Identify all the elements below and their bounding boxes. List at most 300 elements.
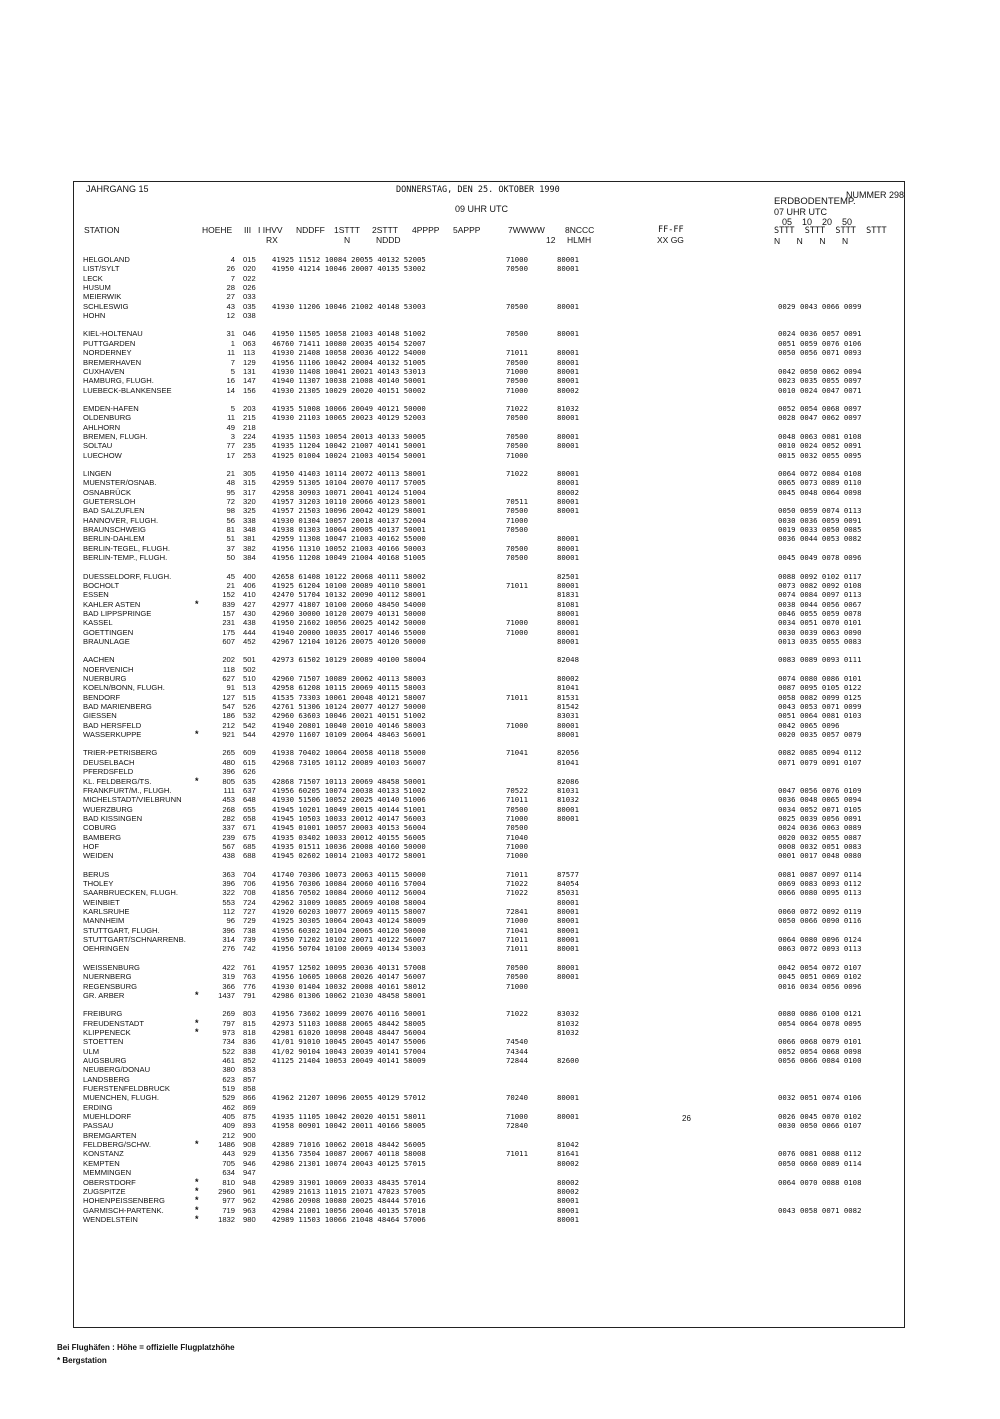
mountain-station-marker: *: [195, 1195, 199, 1206]
soil-temperatures: 0050 0059 0074 0113: [778, 506, 862, 516]
station-height: 443: [222, 1149, 235, 1159]
issue-number: NUMMER 298: [846, 190, 905, 200]
station-height: 16: [226, 376, 235, 386]
station-name: GARMISCH-PARTENK.: [83, 1205, 164, 1215]
soil-temperatures: 0047 0056 0076 0109: [778, 785, 862, 795]
station-name: GOETTINGEN: [83, 627, 134, 637]
station-name: BOCHOLT: [83, 580, 120, 590]
station-name: ESSEN: [83, 590, 109, 600]
station-name: LINGEN: [83, 469, 112, 478]
station-name: FREUDENSTADT: [83, 1018, 145, 1028]
soil-temperatures: 0019 0033 0050 0085: [778, 525, 862, 535]
station-index: 929: [243, 1149, 256, 1159]
station-name: STUTTGART/SCHNARRENB.: [83, 935, 186, 945]
soil-temperatures: 0032 0051 0074 0106: [778, 1093, 862, 1103]
station-index: 803: [243, 1009, 256, 1019]
station-height: 11: [227, 348, 235, 358]
station-index: 406: [243, 580, 256, 590]
synop-groups: 42658 61408 10122 20068 40111 58002: [272, 571, 426, 581]
station-index: 501: [243, 655, 256, 665]
weather-group: 72844: [506, 1055, 528, 1065]
synop-groups: 41925 30305 10064 20043 40124 58009: [272, 916, 426, 926]
synop-groups: 41535 73303 10061 20048 40121 58007: [272, 692, 426, 702]
station-index: 131: [243, 366, 256, 376]
soil-temperatures: 0051 0064 0081 0103: [778, 711, 862, 721]
synop-groups: 42989 11503 10066 21048 48464 57006: [272, 1214, 426, 1224]
weather-group: 70500: [506, 804, 528, 814]
station-name: BAMBERG: [83, 832, 121, 842]
station-index: 729: [243, 916, 256, 926]
station-height: 51: [226, 534, 235, 544]
station-name: FREIBURG: [83, 1009, 123, 1019]
station-index: 532: [243, 711, 256, 721]
station-index: 688: [243, 851, 256, 861]
station-name: BREMERHAVEN: [83, 357, 142, 367]
station-name: HELGOLAND: [83, 255, 130, 264]
station-height: 519: [222, 1084, 235, 1093]
station-index: 038: [243, 311, 256, 321]
cloud-group: 81032: [557, 795, 579, 805]
weather-group: 71011: [506, 692, 528, 702]
margin-note: 26: [682, 1114, 691, 1123]
col-nc: 8NCCC: [565, 225, 595, 235]
station-height: 810: [222, 1177, 235, 1187]
cloud-group: 80002: [557, 487, 579, 497]
station-height: 186: [222, 711, 235, 721]
station-name: AHLHORN: [83, 422, 121, 432]
station-index: 046: [243, 329, 256, 339]
station-name: LIST/SYLT: [83, 264, 120, 274]
station-name: OLDENBURG: [83, 413, 132, 423]
mountain-station-marker: *: [195, 1204, 199, 1215]
mountain-station-marker: *: [195, 1185, 199, 1196]
synop-groups: 41935 11105 10042 20020 40151 58011: [272, 1112, 426, 1122]
station-index: 962: [243, 1196, 256, 1206]
station-index: 438: [243, 618, 256, 628]
station-name: PFERDSFELD: [83, 767, 134, 777]
cloud-group: 80002: [557, 674, 579, 683]
cloud-group: 80001: [557, 301, 579, 311]
synop-groups: 42967 12104 10126 20075 40120 50000: [272, 636, 426, 646]
station-height: 265: [222, 748, 235, 758]
station-name: NEUBERG/DONAU: [83, 1065, 151, 1075]
soil-temperatures: 0052 0054 0068 0097: [778, 403, 862, 413]
station-index: 315: [243, 478, 256, 488]
soil-temperatures: 0088 0092 0102 0117: [778, 571, 862, 581]
station-name: NOERVENICH: [83, 664, 134, 674]
station-height: 7: [230, 357, 235, 367]
station-height: 797: [222, 1018, 235, 1028]
weather-group: 71000: [506, 627, 528, 637]
soil-temperatures: 0034 0051 0070 0101: [778, 618, 862, 628]
synop-groups: 42959 11308 10047 21003 40162 55000: [272, 534, 426, 544]
soil-temperatures: 0015 0032 0055 0095: [778, 450, 862, 460]
weather-group: 72841: [506, 907, 528, 917]
station-name: KL. FELDBERG/TS.: [83, 776, 152, 786]
station-height: 405: [222, 1112, 235, 1122]
station-height: 31: [226, 329, 235, 339]
station-height: 127: [222, 692, 235, 702]
station-height: 50: [226, 553, 235, 563]
cloud-group: 80001: [557, 357, 579, 367]
cloud-group: 80001: [557, 962, 579, 972]
station-name: WEIDEN: [83, 851, 114, 861]
mountain-station-marker: *: [195, 1213, 199, 1224]
synop-groups: 41956 10605 10068 20026 40147 56007: [272, 972, 426, 982]
cloud-group: 87577: [557, 869, 579, 879]
footnote-airports: Bei Flughäfen : Höhe = offizielle Flugplatzhöhe: [57, 1343, 235, 1352]
station-name: GR. ARBER: [83, 990, 125, 1000]
soil-temperatures: 0052 0054 0068 0098: [778, 1046, 862, 1056]
station-name: FUERSTENFELDBRUCK: [83, 1084, 170, 1093]
cloud-group: 80001: [557, 1214, 579, 1224]
soil-temperatures: 0074 0080 0086 0101: [778, 674, 862, 683]
soil-temperatures: 0082 0085 0094 0112: [778, 748, 862, 758]
synop-groups: 42960 71507 10089 20062 40113 58003: [272, 674, 426, 683]
cloud-group: 80001: [557, 255, 579, 264]
station-name: OSNABRÜCK: [83, 487, 132, 497]
station-index: 513: [243, 683, 256, 693]
weather-group: 71022: [506, 469, 528, 478]
synop-groups: 42958 30903 10071 20041 40124 51004: [272, 487, 426, 497]
station-height: 72: [226, 497, 235, 507]
weather-group: 70500: [506, 441, 528, 451]
weather-group: 71011: [506, 1149, 528, 1159]
soil-temperatures: 0025 0039 0056 0091: [778, 813, 862, 823]
col-g5b: NDDD: [376, 235, 401, 245]
synop-groups: 42977 41807 10100 20060 48450 54000: [272, 599, 426, 609]
soil-temperatures: 0042 0050 0062 0094: [778, 366, 862, 376]
station-index: 325: [243, 506, 256, 516]
station-name: FRANKFURT/M., FLUGH.: [83, 785, 172, 795]
cloud-group: 81641: [557, 1149, 579, 1159]
station-height: 1832: [218, 1214, 235, 1224]
weather-group: 71022: [506, 1009, 528, 1019]
station-index: 542: [243, 720, 256, 730]
station-index: 035: [243, 301, 256, 311]
soil-temperatures: 0008 0032 0051 0083: [778, 841, 862, 851]
soil-temperatures: 0050 0060 0089 0114: [778, 1158, 862, 1168]
cloud-group: 80001: [557, 348, 579, 358]
synop-groups: 41950 41403 10114 20072 40113 58001: [272, 469, 426, 478]
station-height: 480: [222, 757, 235, 767]
station-index: 510: [243, 674, 256, 683]
cloud-group: 85031: [557, 888, 579, 898]
station-name: EMDEN-HAFEN: [83, 403, 139, 413]
station-index: 215: [243, 413, 256, 423]
station-name: BAD MARIENBERG: [83, 702, 152, 712]
cloud-group: 80001: [557, 478, 579, 488]
station-name: KARLSRUHE: [83, 907, 130, 917]
station-name: BREMEN, FLUGH.: [83, 431, 148, 441]
station-name: WUERZBURG: [83, 804, 133, 814]
soil-temperatures: 0050 0056 0071 0093: [778, 348, 862, 358]
cloud-group: 81531: [557, 692, 579, 702]
station-height: 77: [226, 441, 235, 451]
station-name: BRAUNLAGE: [83, 636, 130, 646]
station-name: NORDERNEY: [83, 348, 132, 358]
station-name: WEISSENBURG: [83, 962, 140, 972]
station-name: OBERSTDORF: [83, 1177, 136, 1187]
soil-temperatures: 0060 0072 0092 0119: [778, 907, 862, 917]
station-name: STOETTEN: [83, 1037, 124, 1047]
weather-group: 74540: [506, 1037, 528, 1047]
station-height: 422: [222, 962, 235, 972]
station-height: 634: [222, 1168, 235, 1178]
soil-temperatures: 0026 0045 0070 0102: [778, 1112, 862, 1122]
station-height: 27: [226, 292, 235, 302]
station-name: MEMMINGEN: [83, 1168, 132, 1178]
weather-group: 71000: [506, 720, 528, 730]
soil-temperatures: 0030 0036 0059 0091: [778, 515, 862, 525]
cloud-group: 80001: [557, 935, 579, 945]
station-name: MUENSTER/OSNAB.: [83, 478, 157, 488]
station-name: BERLIN-DAHLEM: [83, 534, 145, 544]
soil-temperatures: 0080 0086 0100 0121: [778, 1009, 862, 1019]
mountain-station-marker: *: [195, 775, 199, 786]
station-height: 95: [226, 487, 235, 497]
synop-groups: 41956 50704 10100 20069 40134 53003: [272, 944, 426, 954]
soil-temperatures: 0076 0081 0088 0112: [778, 1149, 862, 1159]
synop-groups: 41930 11206 10046 21002 40148 53003: [272, 301, 426, 311]
synop-groups: 41935 11204 10042 21007 40141 50001: [272, 441, 426, 451]
station-height: 627: [222, 674, 235, 683]
station-name: BRAUNSCHWEIG: [83, 525, 146, 535]
synop-groups: 41945 02602 10014 21003 40172 58001: [272, 851, 426, 861]
station-index: 218: [243, 422, 256, 432]
station-index: 908: [243, 1140, 256, 1150]
weather-group: 71000: [506, 813, 528, 823]
soil-temperatures: 0029 0043 0066 0099: [778, 301, 862, 311]
synop-groups: 41956 73602 10099 20076 40116 50001: [272, 1009, 426, 1019]
cloud-group: 82600: [557, 1055, 579, 1065]
weather-group: 71000: [506, 385, 528, 395]
station-name: WASSERKUPPE: [83, 730, 142, 740]
synop-groups: 42989 31901 10069 20033 48435 57014: [272, 1177, 426, 1187]
station-index: 400: [243, 571, 256, 581]
station-height: 547: [222, 702, 235, 712]
station-name: ULM: [83, 1046, 100, 1056]
station-height: 973: [222, 1027, 235, 1037]
soil-temperatures: 0054 0064 0078 0095: [778, 1018, 862, 1028]
soil-temp-time: 07 UHR UTC: [774, 207, 828, 217]
cloud-group: 80001: [557, 636, 579, 646]
station-name: BERLIN-TEGEL, FLUGH.: [83, 543, 170, 553]
col-ff2: XX GG: [657, 235, 684, 245]
station-index: 147: [243, 376, 256, 386]
soil-temperatures: 0010 0024 0047 0071: [778, 385, 862, 395]
station-height: 21: [226, 469, 235, 478]
cloud-group: 81041: [557, 683, 579, 693]
station-index: 235: [243, 441, 256, 451]
station-name: PUTTGARDEN: [83, 338, 136, 348]
cloud-group: 80001: [557, 580, 579, 590]
synop-groups: 42981 61020 10098 20048 48447 56004: [272, 1027, 426, 1037]
cloud-group: 81081: [557, 599, 579, 609]
station-index: 609: [243, 748, 256, 758]
synop-groups: 41930 21103 10065 20023 40129 52003: [272, 413, 426, 423]
synop-groups: 42968 73105 10112 20089 40103 56007: [272, 757, 426, 767]
weather-group: 70522: [506, 785, 528, 795]
station-name: SCHLESWIG: [83, 301, 129, 311]
col-ww: 7WWWW: [508, 225, 545, 235]
soil-temperatures: 0081 0087 0097 0114: [778, 869, 862, 879]
cloud-group: 80001: [557, 804, 579, 814]
synop-groups: 46760 71411 10080 20035 40154 52007: [272, 338, 426, 348]
weather-group: 71000: [506, 851, 528, 861]
station-index: 853: [243, 1065, 256, 1075]
synop-groups: 41950 71202 10102 20071 40122 56007: [272, 935, 426, 945]
cloud-group: 81831: [557, 590, 579, 600]
synop-groups: 41920 60203 10077 20069 40115 58007: [272, 907, 426, 917]
synop-groups: 41957 21503 10096 20042 40129 58001: [272, 506, 426, 516]
soil-temperatures: 0064 0072 0084 0108: [778, 469, 862, 478]
station-height: 28: [226, 283, 235, 293]
station-height: 91: [226, 683, 235, 693]
soil-temperatures: 0046 0055 0059 0078: [778, 608, 862, 618]
cloud-group: 80002: [557, 1186, 579, 1196]
station-name: HOHN: [83, 311, 106, 321]
station-index: 704: [243, 869, 256, 879]
cloud-group: 80001: [557, 618, 579, 628]
station-height: 1437: [218, 990, 235, 1000]
soil-temperatures: 0030 0050 0066 0107: [778, 1121, 862, 1131]
synop-groups: 41935 03402 10033 20012 40155 56005: [272, 832, 426, 842]
station-index: 515: [243, 692, 256, 702]
station-height: 26: [226, 264, 235, 274]
cloud-group: 80001: [557, 431, 579, 441]
station-height: 5: [230, 366, 235, 376]
soil-temperatures: 0036 0048 0065 0094: [778, 795, 862, 805]
station-name: KLIPPENECK: [83, 1027, 131, 1037]
weather-group: 70500: [506, 357, 528, 367]
station-height: 396: [222, 925, 235, 935]
station-index: 869: [243, 1102, 256, 1112]
station-height: 522: [222, 1046, 235, 1056]
station-index: 648: [243, 795, 256, 805]
col-g5: 4PPPP: [412, 225, 440, 235]
weather-group: 71011: [506, 795, 528, 805]
soil-temperatures: 0010 0024 0052 0091: [778, 441, 862, 451]
station-index: 948: [243, 1177, 256, 1187]
station-name: BAD HERSFELD: [83, 720, 142, 730]
synop-groups: 42984 21001 10056 20046 40135 57018: [272, 1205, 426, 1215]
cloud-group: 80001: [557, 413, 579, 423]
station-name: KASSEL: [83, 618, 113, 628]
station-height: 118: [222, 664, 235, 674]
station-index: 900: [243, 1130, 256, 1140]
cloud-group: 81032: [557, 1027, 579, 1037]
station-index: 947: [243, 1168, 256, 1178]
synop-groups: 41945 01001 10057 20003 40153 56004: [272, 823, 426, 833]
weather-group: 71022: [506, 403, 528, 413]
weather-group: 71000: [506, 618, 528, 628]
station-name: HOHENPEISSENBERG: [83, 1196, 165, 1206]
station-height: 81: [226, 525, 235, 535]
cloud-group: 84054: [557, 879, 579, 888]
station-height: 366: [222, 981, 235, 991]
station-index: 637: [243, 785, 256, 795]
station-index: 852: [243, 1055, 256, 1065]
station-name: LUECHOW: [83, 450, 122, 460]
station-index: 893: [243, 1121, 256, 1131]
col-g3: 1STTT: [334, 225, 360, 235]
col-g6: 5APPP: [453, 225, 481, 235]
soil-temp-title: ERDBODENTEMP.: [774, 196, 856, 207]
station-name: BENDORF: [83, 692, 121, 702]
soil-temperatures: 0034 0052 0071 0105: [778, 804, 862, 814]
cloud-group: 80001: [557, 627, 579, 637]
synop-groups: 41930 21408 10058 20036 40122 54000: [272, 348, 426, 358]
station-name: WEINBIET: [83, 897, 120, 907]
col-hoehe: HOEHE: [202, 225, 233, 235]
station-name: LUEBECK-BLANKENSEE: [83, 385, 172, 395]
cloud-group: 81032: [557, 1018, 579, 1028]
station-name: WENDELSTEIN: [83, 1214, 138, 1224]
soil-depths: 05 10 20 50: [782, 217, 853, 227]
cloud-group: 80001: [557, 469, 579, 478]
synop-groups: 41957 31203 10110 20066 40123 58001: [272, 497, 426, 507]
weather-group: 71000: [506, 916, 528, 926]
weather-group: 71011: [506, 935, 528, 945]
station-name: NUERBURG: [83, 674, 127, 683]
station-index: 875: [243, 1112, 256, 1122]
weather-group: 71000: [506, 1112, 528, 1122]
synop-groups: 42960 30000 10120 20079 40131 50000: [272, 608, 426, 618]
station-name: MICHELSTADT/VIELBRUNN: [83, 795, 182, 805]
synop-groups: 41925 01004 10024 21003 40154 50001: [272, 450, 426, 460]
synop-groups: 41950 41214 10046 20007 40135 53002: [272, 264, 426, 274]
synop-groups: 42989 21613 11015 21071 47023 57005: [272, 1186, 426, 1196]
station-index: 763: [243, 972, 256, 982]
station-name: AUGSBURG: [83, 1055, 127, 1065]
synop-groups: 42958 61208 10115 20069 40115 58003: [272, 683, 426, 693]
station-index: 675: [243, 832, 256, 842]
soil-temperatures: 0083 0089 0093 0111: [778, 655, 862, 665]
station-index: 015: [243, 255, 256, 264]
station-height: 5: [230, 403, 235, 413]
station-index: 727: [243, 907, 256, 917]
weather-group: 71000: [506, 981, 528, 991]
cloud-group: 80002: [557, 385, 579, 395]
col-erd2: N N N N: [774, 236, 849, 246]
col-g1b: RX: [266, 235, 278, 245]
synop-groups: 41956 11310 10052 21003 40166 50003: [272, 543, 426, 553]
synop-groups: 42970 11607 10109 20064 48463 56001: [272, 730, 426, 740]
station-index: 980: [243, 1214, 256, 1224]
soil-temperatures: 0024 0036 0063 0089: [778, 823, 862, 833]
station-name: TRIER-PETRISBERG: [83, 748, 158, 758]
cloud-group: 80001: [557, 366, 579, 376]
cloud-group: 82048: [557, 655, 579, 665]
station-height: 337: [222, 823, 235, 833]
weather-group: 71022: [506, 879, 528, 888]
weather-group: 70500: [506, 962, 528, 972]
col-g4: 2STTT: [372, 225, 398, 235]
station-index: 033: [243, 292, 256, 302]
soil-temperatures: 0042 0054 0072 0107: [778, 962, 862, 972]
station-name: KIEL-HOLTENAU: [83, 329, 143, 339]
synop-groups: 41125 21404 10053 20049 40141 58009: [272, 1055, 426, 1065]
station-name: LECK: [83, 273, 103, 283]
soil-temperatures: 0030 0039 0063 0090: [778, 627, 862, 637]
station-name: HANNOVER, FLUGH.: [83, 515, 159, 525]
station-index: 724: [243, 897, 256, 907]
station-height: 805: [222, 776, 235, 786]
soil-temperatures: 0043 0058 0071 0082: [778, 1205, 862, 1215]
synop-groups: 42868 71507 10113 20069 48458 50001: [272, 776, 426, 786]
station-name: KONSTANZ: [83, 1149, 124, 1159]
